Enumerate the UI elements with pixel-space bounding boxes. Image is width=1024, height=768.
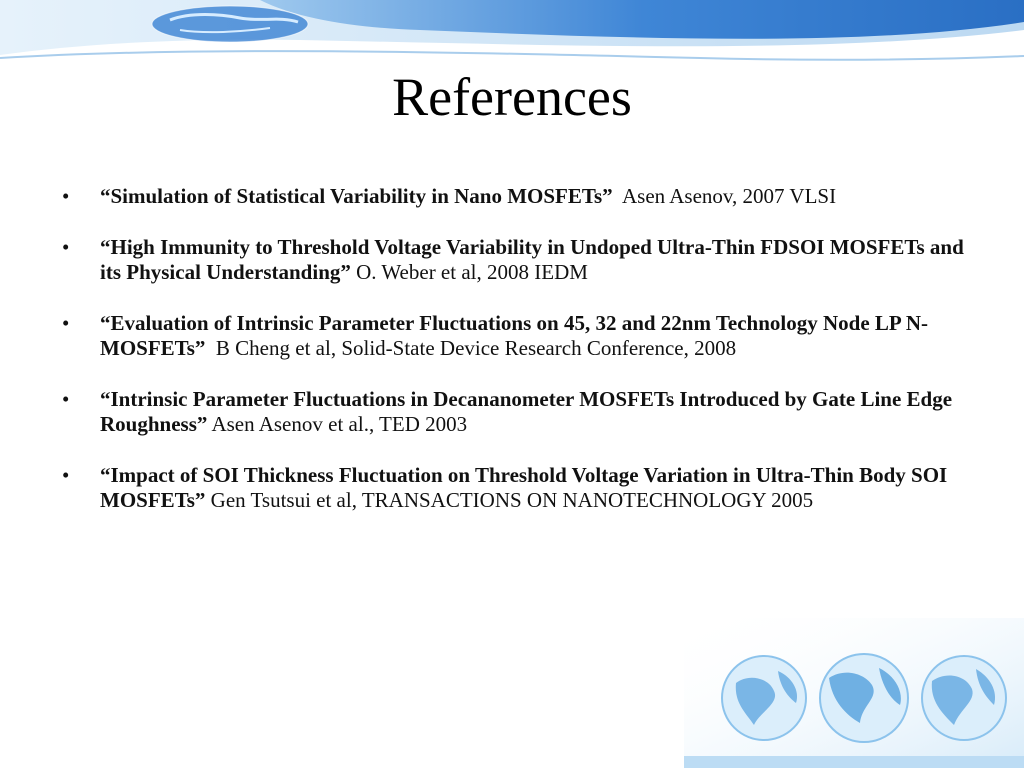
reference-source: Asen Asenov et al., TED 2003 [211,412,468,436]
bullet-glyph: • [62,311,70,335]
reference-title: “Intrinsic Parameter Fluctuations in Decananometer MOSFETs Introduced by Gate Line Edge Roughness” [100,387,953,436]
reference-title: “Evaluation of Intrinsic Parameter Fluctuations on 45, 32 and 22nm Technology Node LP N-MOSFETs” [100,311,929,360]
reference-source: Gen Tsutsui et al, TRANSACTIONS ON NANOTECHNOLOGY 2005 [210,488,814,512]
bullet-glyph: • [62,184,70,208]
bullet-glyph: • [62,235,70,259]
globes-decoration [714,643,1014,758]
reference-title: “Simulation of Statistical Variability in Nano MOSFETs” [100,184,613,208]
slide-title: References [392,67,632,127]
bullet-glyph: • [62,463,70,487]
references-list [62,184,974,539]
globe-icon [150,4,310,44]
reference-source: O. Weber et al, 2008 IEDM [356,260,588,284]
bullet-glyph: • [62,387,70,411]
globe-icon [722,656,806,740]
reference-title: “Impact of SOI Thickness Fluctuation on Threshold Voltage Variation in Ultra-Thin Body SOI MOSFETs” [100,463,948,512]
reference-source: Asen Asenov, 2007 VLSI [622,184,837,208]
reference-item [62,311,974,361]
reference-title: “High Immunity to Threshold Voltage Variability in Undoped Ultra-Thin FDSOI MOSFETs and its Physical Understanding” [100,235,964,284]
reference-source: B Cheng et al, Solid-State Device Research Conference, 2008 [215,336,737,360]
globe-icon [922,656,1006,740]
reference-item [62,387,974,437]
reference-item [62,235,974,285]
reference-item [62,463,974,513]
globe-icon [820,654,908,742]
reference-item [62,184,974,209]
